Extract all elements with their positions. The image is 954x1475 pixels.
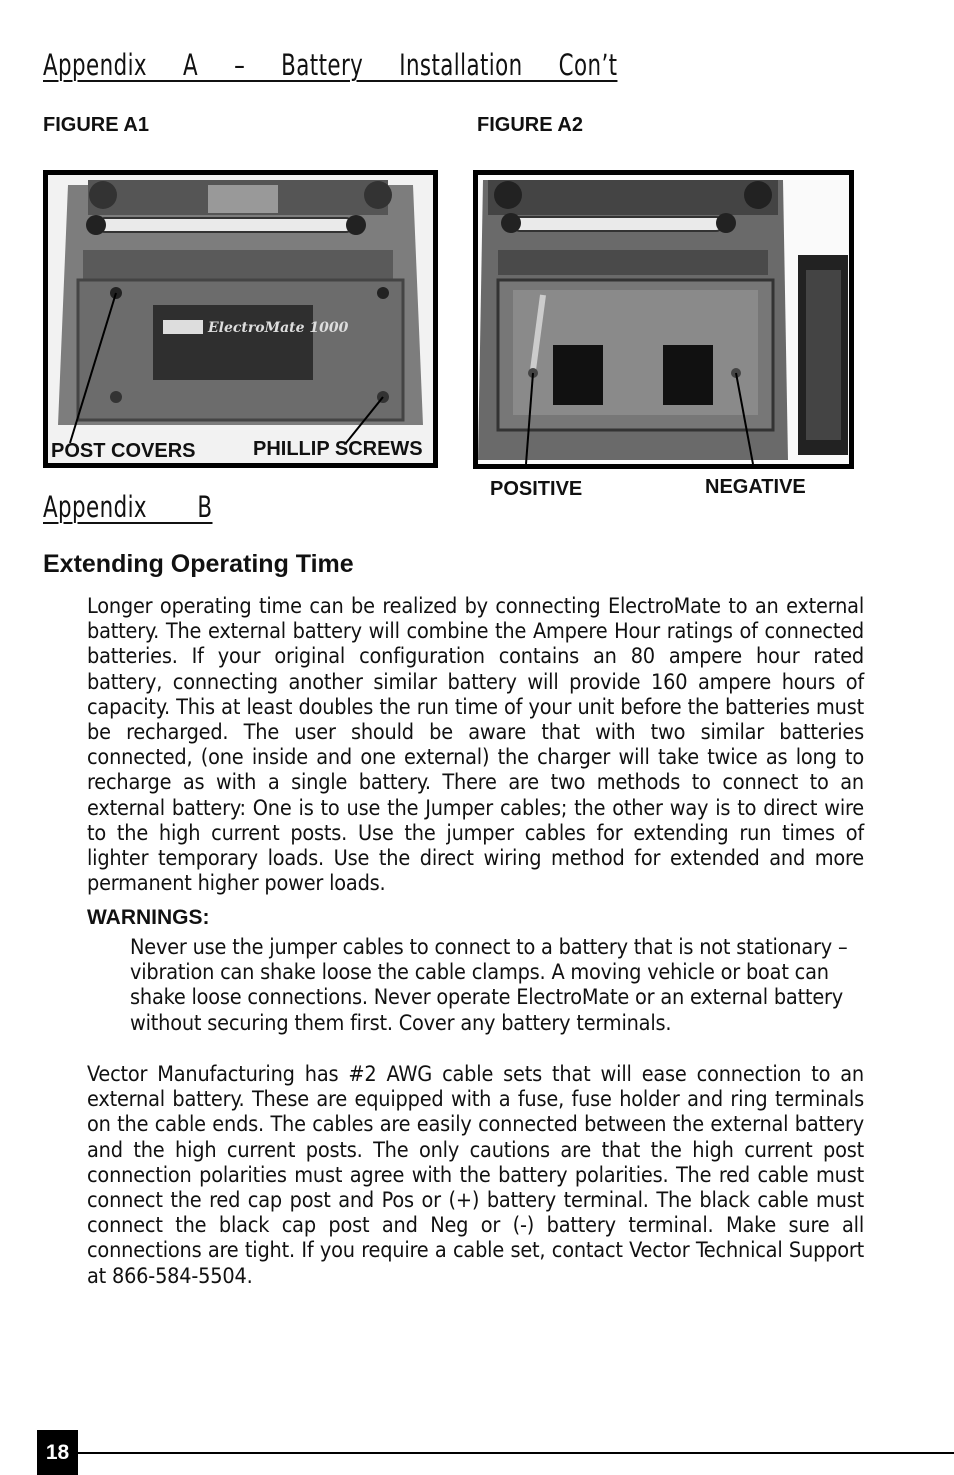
figure-a1-illustration: [48, 175, 433, 463]
body-paragraph-1: Longer operating time can be realized by connecting ElectroMate to an external battery. The external battery will combine the Ampere Hour ratings of connected batteries. If your original configuration contains an 80 ampere hour rated battery, connecting another similar battery will provide 160 ampere hours of capacity. This at least doubles the run time of your unit before the batteries must be recharged. The user should be aware that with two similar batteries connected, (one inside and one external) the charger will take twice as long to recharge as with a single battery. There are two methods to connect to an external battery: One is to use the Jumper cables; the other way is to direct wire to the high current posts. Use the jumper cables for extending run times of lighter temporary loads. Use the direct wiring method for extended and more permanent higher power loads.: [87, 594, 864, 897]
product-label: ElectroMate 1000: [208, 320, 349, 336]
page-number: 18: [37, 1430, 78, 1475]
figure-a2-label: FIGURE A2: [477, 114, 583, 136]
callout-positive: POSITIVE: [490, 478, 583, 500]
section-heading: Extending Operating Time: [43, 550, 354, 578]
figure-a1-label: FIGURE A1: [43, 114, 149, 136]
callout-phillip-screws: PHILLIP SCREWS: [253, 438, 423, 460]
figure-a2-illustration: [478, 175, 849, 464]
warnings-heading: WARNINGS:: [87, 906, 210, 929]
callout-negative: NEGATIVE: [705, 476, 806, 498]
footer-rule: [78, 1452, 954, 1454]
body-paragraph-2: Vector Manufacturing has #2 AWG cable sets that will ease connection to an external battery. These are equipped with a fuse, fuse holder and ring terminals on the cable ends. The cables are easily connected between the external battery and the high current posts. The only cautions are that the high current post connection polarities must agree with the battery polarities. The red cable must connect the red cap post and Pos or (+) battery terminal. The black cable must connect the black cap post and Neg or (-) battery terminal. Make sure all connections are tight. If you require a cable set, contact Vector Technical Support at 866-584-5504.: [87, 1062, 864, 1289]
appendix-b-title: Appendix B: [43, 490, 213, 524]
callout-post-covers: POST COVERS: [51, 440, 196, 462]
page-title: Appendix A – Battery Installation Con’t: [43, 48, 618, 82]
figure-a1-photo: [43, 170, 438, 468]
warnings-text: Never use the jumper cables to connect to a battery that is not stationary – vibration can shake loose the cable clamps. A moving vehicle or boat can shake loose connections. Never operate ElectroMate or an external battery without securing them first. Cover any battery terminals.: [130, 935, 848, 1036]
figure-a2-photo: [473, 170, 854, 469]
